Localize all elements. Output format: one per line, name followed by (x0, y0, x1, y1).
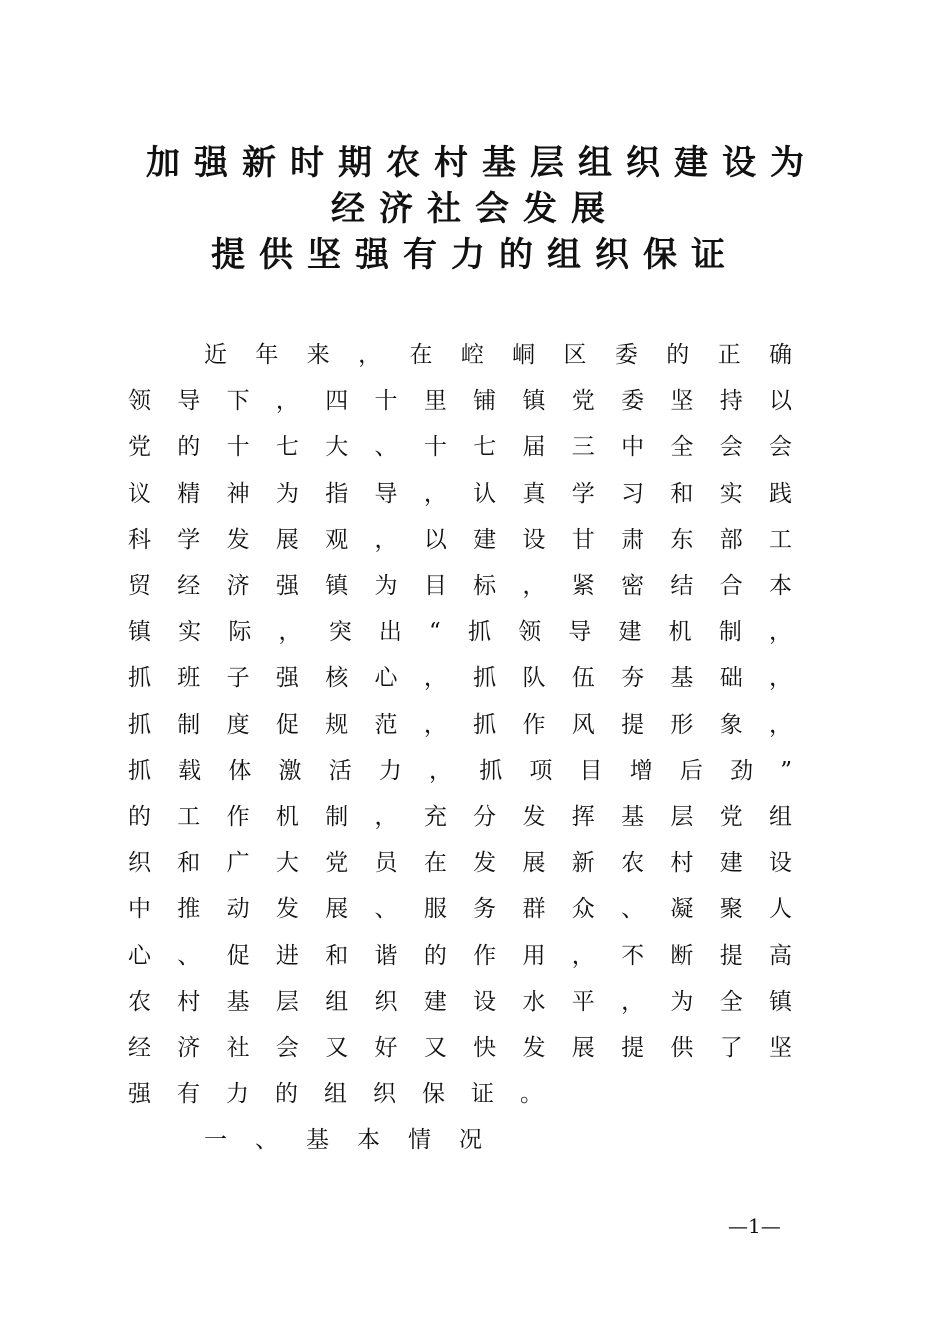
body-line: 议精神为指导，认真学习和实践 (128, 480, 818, 507)
page-number: —1— (728, 1214, 781, 1238)
body-line: 近年来，在崆峒区委的正确 (204, 342, 818, 368)
body-line: 强有力的组织保证。 (128, 1081, 569, 1108)
body-line: 科学发展观，以建设甘肃东部工 (128, 526, 818, 553)
body-line: 贸经济强镇为目标，紧密结合本 (128, 573, 818, 600)
title-line-3: 提供坚强有力的组织保证 (211, 235, 739, 275)
body-line: 农村基层组织建设水平，为全镇 (128, 988, 818, 1015)
body-line: 抓制度促规范，抓作风提形象， (128, 711, 818, 738)
document-title (0, 140, 950, 278)
document-body (128, 332, 818, 1163)
body-line: 党的十七大、十七届三中全会会 (128, 434, 818, 461)
body-line: 经济社会又好又快发展提供了坚 (128, 1035, 818, 1062)
title-line-2: 经济社会发展 (331, 189, 619, 229)
title-line-1: 加强新时期农村基层组织建设为 (146, 143, 818, 183)
body-line: 抓载体激活力，抓项目增后劲” (128, 757, 818, 784)
body-line: 的工作机制，充分发挥基层党组 (128, 804, 818, 831)
section-heading: 一、基本情况 (204, 1127, 510, 1154)
body-line: 中推动发展、服务群众、凝聚人 (128, 896, 818, 923)
body-line: 镇实际，突出“抓领导建机制， (128, 619, 818, 646)
body-line: 心、促进和谐的作用，不断提高 (128, 942, 818, 969)
body-line: 抓班子强核心，抓队伍夯基础， (128, 665, 818, 692)
body-line: 织和广大党员在发展新农村建设 (128, 850, 818, 877)
body-line: 领导下，四十里铺镇党委坚持以 (128, 388, 818, 415)
